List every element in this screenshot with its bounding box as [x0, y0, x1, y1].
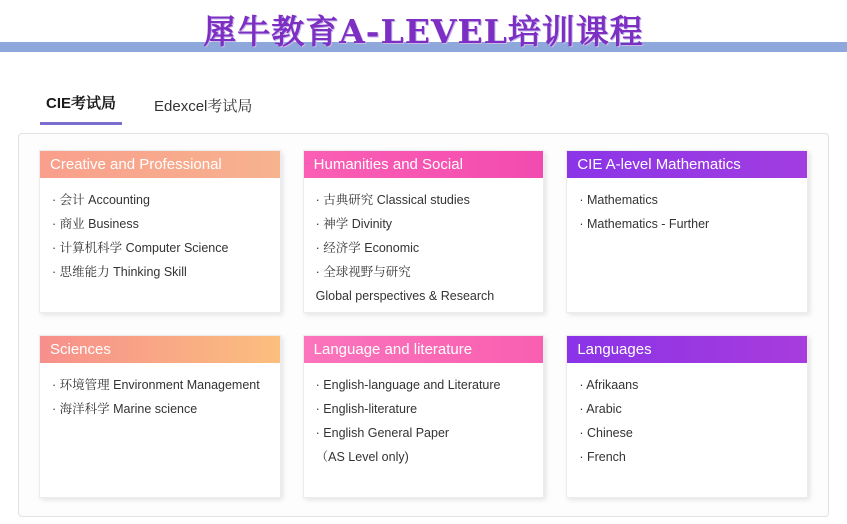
tab-cie-label: CIE考试局	[46, 95, 117, 112]
card-title: Sciences	[40, 336, 280, 363]
list-item: · 环境管理 Environment Management	[52, 378, 260, 392]
exam-board-tabs	[40, 88, 847, 125]
list-item: · 古典研究 Classical studies	[315, 193, 470, 207]
card-body	[40, 178, 280, 284]
card-body	[567, 178, 807, 236]
page-title: 犀牛教育A-LEVEL培训课程	[203, 12, 644, 51]
card-title: Languages	[567, 336, 807, 363]
list-item: · English-language and Literature	[315, 378, 501, 392]
card-title: CIE A-level Mathematics	[567, 151, 807, 178]
list-item: · 神学 Divinity	[315, 217, 393, 231]
card-title: Creative and Professional	[40, 151, 280, 178]
course-card[interactable]	[303, 150, 545, 313]
list-item: · 全球视野与研究	[315, 265, 411, 279]
card-body	[40, 363, 280, 421]
card-title: Language and literature	[304, 336, 544, 363]
course-card[interactable]	[39, 335, 281, 498]
list-item: · 经济学 Economic	[315, 241, 420, 255]
tab-cie[interactable]	[40, 88, 122, 125]
card-body	[304, 363, 544, 469]
list-item: · 会计 Accounting	[52, 193, 150, 207]
list-item: · 商业 Business	[52, 217, 139, 231]
course-card[interactable]	[39, 150, 281, 313]
course-card[interactable]	[566, 335, 808, 498]
list-item: · Mathematics - Further	[579, 217, 710, 231]
tab-edexcel-label: Edexcel考试局	[154, 98, 253, 115]
list-item: Global perspectives & Research	[315, 289, 495, 303]
list-item: · Mathematics	[579, 193, 658, 207]
course-card-grid	[39, 150, 808, 498]
list-item: · 海洋科学 Marine science	[52, 402, 198, 416]
list-item: · Afrikaans	[579, 378, 639, 392]
list-item: · Chinese	[579, 426, 633, 440]
list-item: · Arabic	[579, 402, 622, 416]
list-item: · 思维能力 Thinking Skill	[52, 265, 187, 279]
card-body	[304, 178, 544, 308]
card-title: Humanities and Social	[304, 151, 544, 178]
page-header	[0, 0, 847, 72]
list-item: · English General Paper	[315, 426, 450, 440]
course-card[interactable]	[566, 150, 808, 313]
list-item: · 计算机科学 Computer Science	[52, 241, 229, 255]
card-body	[567, 363, 807, 469]
course-card[interactable]	[303, 335, 545, 498]
list-item: （AS Level only)	[315, 450, 409, 464]
course-panel	[18, 133, 829, 517]
list-item: · English-literature	[315, 402, 418, 416]
list-item: · French	[579, 450, 626, 464]
tab-edexcel[interactable]	[148, 91, 258, 125]
